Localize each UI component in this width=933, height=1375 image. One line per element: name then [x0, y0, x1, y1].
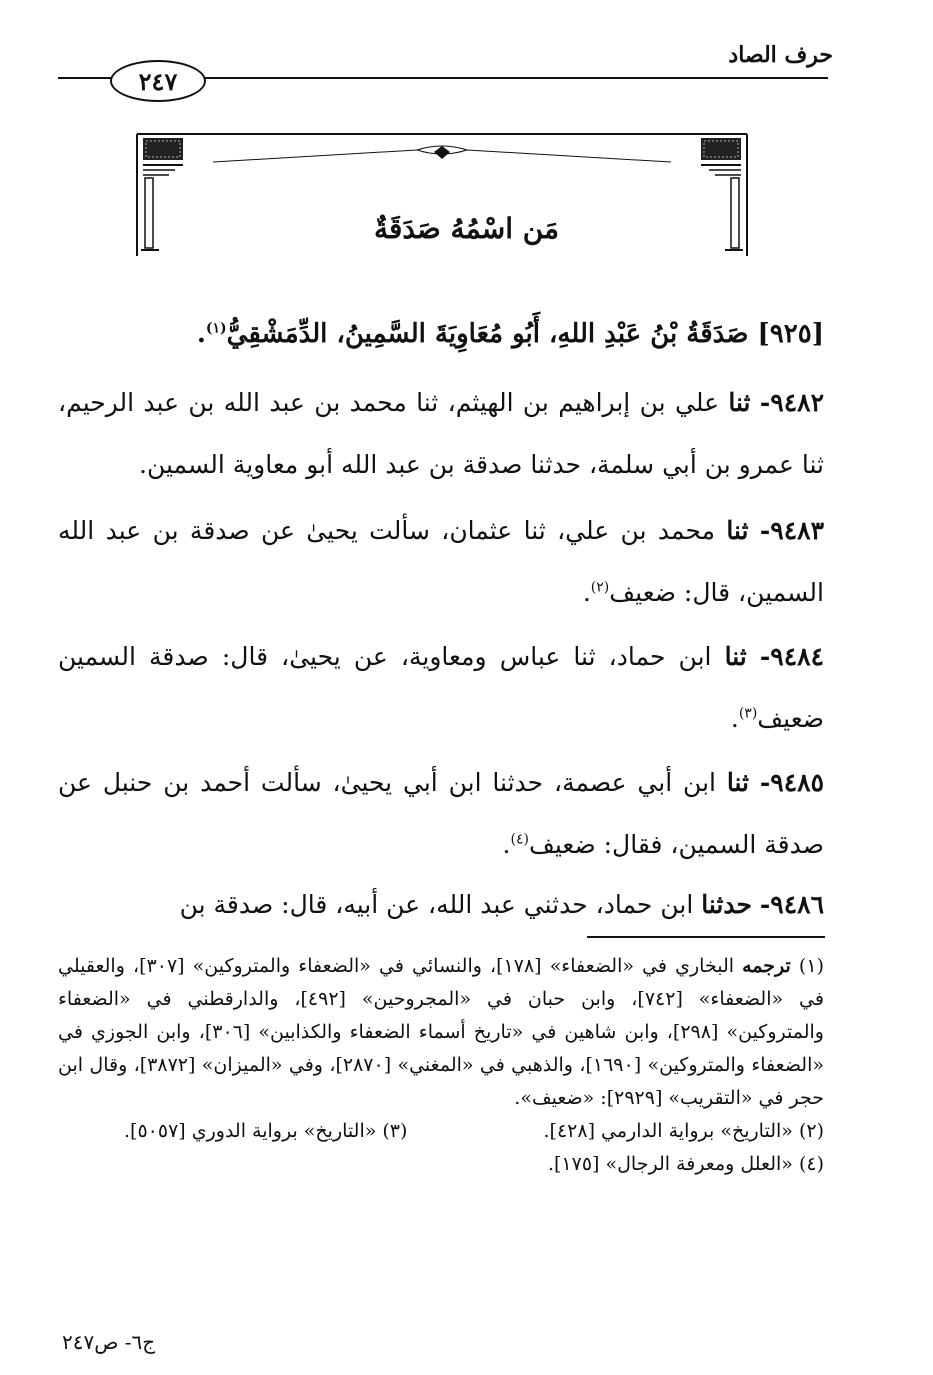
narration-entry	[58, 500, 824, 624]
entry-end: .	[730, 704, 739, 733]
entry-keyword: ثنا	[724, 642, 747, 671]
narration-entry	[58, 752, 824, 876]
footnote-3: (٣) «التاريخ» برواية الدوري [٥٠٥٧].	[124, 1120, 408, 1142]
footnote-marker: (١)	[798, 955, 824, 977]
footnote-text: البخاري في «الضعفاء» [١٧٨]، والنسائي في «الضعفاء والمتروكين» [٣٠٧]، والعقيلي في «الضعفاء» [٧٤٢]، وابن حبان في «المجروحين» [٤٩٢]، والدارقطني في «الضعفاء والمتروكين» [٢٩٨]، وابن شاهين في «تاريخ أسماء الضعفاء والكذابين» [٣٠٦]، وابن الجوزي في «الضعفاء والمتروكين» [١٦٩٠]، والذهبي في «المغني» [٢٨٧٠]، وفي «الميزان» [٣٨٧٢]، وقال ابن حجر في «التقريب» [٢٩٢٩]: «ضعيف».	[58, 955, 824, 1109]
entry-number: ٩٤٨٦-	[759, 890, 824, 919]
entry-keyword: ثنا	[726, 768, 749, 797]
entry-end: .	[196, 319, 206, 349]
entry-end: .	[502, 830, 511, 859]
entry-keyword: حدثنا	[701, 890, 752, 919]
footnote-ref: (٢)	[590, 579, 610, 596]
entry-end: .	[582, 578, 591, 607]
footnote-1	[58, 950, 824, 1115]
footnote-row	[124, 1115, 824, 1148]
footnotes	[58, 950, 824, 1181]
heading-entry	[58, 304, 824, 364]
entry-number: ٩٤٨٣-	[759, 516, 824, 545]
narration-entry	[58, 874, 824, 936]
entry-number: ٩٤٨٢-	[759, 388, 824, 417]
footnote-separator	[587, 936, 825, 938]
footnote-2: (٢) «التاريخ» برواية الدارمي [٤٢٨].	[543, 1120, 824, 1142]
footnote-ref: (١)	[205, 320, 227, 337]
entry-text: علي بن إبراهيم بن الهيثم، ثنا محمد بن عبد الله بن عبد الرحيم، ثنا عمرو بن أبي سلمة، حدثنا صدقة بن عبد الله أبو معاوية السمين.	[58, 388, 824, 479]
entry-text: ابن حماد، ثنا عباس ومعاوية، عن يحيىٰ، قال: صدقة السمين ضعيف	[58, 642, 824, 733]
narration-entry	[58, 372, 824, 496]
entry-keyword: ثنا	[728, 388, 751, 417]
entry-text: محمد بن علي، ثنا عثمان، سألت يحيىٰ عن صدقة بن عبد الله السمين، قال: ضعيف	[58, 516, 824, 607]
entry-text: ابن أبي عصمة، حدثنا ابن أبي يحيىٰ، سألت أحمد بن حنبل عن صدقة السمين، فقال: ضعيف	[58, 768, 824, 859]
entry-text: ابن حماد، حدثني عبد الله، عن أبيه، قال: صدقة بن	[179, 890, 694, 919]
volume-page-reference: ج٦- ص٢٤٧	[62, 1330, 156, 1354]
entry-number: ٩٤٨٤-	[759, 642, 824, 671]
footnote-ref: (٤)	[510, 831, 529, 848]
entry-number: ٩٤٨٥-	[759, 768, 824, 797]
footnote-keyword: ترجمه	[742, 955, 791, 977]
chapter-title: مَن اسْمُهُ صَدَقَةٌ	[373, 212, 560, 245]
heading-entry-number: [٩٢٥]	[757, 319, 824, 349]
footnote-4: (٤) «العلل ومعرفة الرجال» [١٧٥].	[547, 1153, 824, 1175]
heading-entry-name: صَدَقَةُ بْنُ عَبْدِ اللهِ، أَبُو مُعَاوِيَةَ السَّمِينُ، الدِّمَشْقِيُّ	[226, 319, 749, 349]
page-number: ٢٤٧	[138, 66, 178, 96]
narration-entry	[58, 626, 824, 750]
footnote-ref: (٣)	[738, 705, 758, 722]
page-number-oval	[110, 60, 206, 102]
running-header-title: حرف الصاد	[728, 42, 833, 68]
entry-keyword: ثنا	[726, 516, 749, 545]
